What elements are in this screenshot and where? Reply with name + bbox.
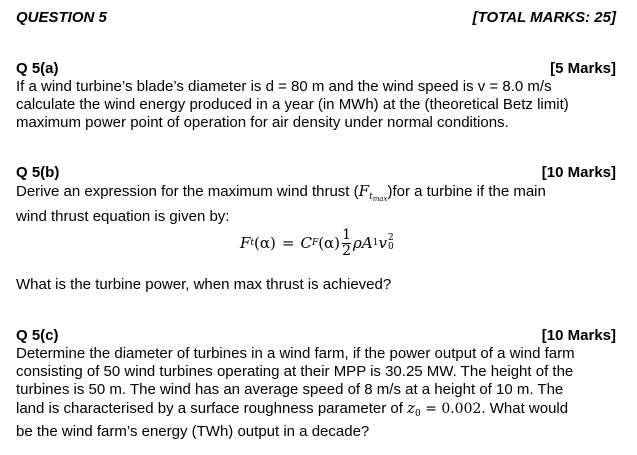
eq-coef-symbol: C (300, 234, 312, 252)
eq-area-symbol: A (361, 234, 373, 252)
q5a-label: Q 5(a) (16, 60, 59, 77)
max-thrust-symbol (358, 182, 388, 203)
roughness-symbol-sub: 0 (414, 409, 421, 419)
q5b-line-1-after: )for a turbine if the main (387, 183, 546, 200)
max-thrust-symbol-sub (369, 192, 387, 202)
q5b-marks: [10 Marks] (541, 164, 616, 181)
q5c-marks: [10 Marks] (541, 327, 616, 344)
q5a-marks: [5 Marks] (550, 60, 616, 77)
thrust-equation (240, 223, 394, 263)
q5b-line-1 (16, 182, 622, 208)
q5b-label: Q 5(b) (16, 164, 60, 181)
eq-vel-sub: 0 (387, 242, 394, 252)
roughness-value: = 0.002 (420, 401, 482, 417)
eq-fraction (342, 228, 351, 259)
q5b-heading (16, 164, 616, 182)
eq-frac-den: 2 (342, 242, 351, 259)
eq-vel-sup: 2 (387, 233, 394, 243)
eq-vel-scripts (388, 234, 394, 252)
q5c-line-4 (16, 399, 622, 423)
eq-lhs-symbol: F (240, 234, 251, 252)
q5c-line-4-after: . What would (481, 400, 569, 417)
eq-area-sub: 1 (372, 238, 379, 248)
q5a-line: If a wind turbine’s blade’s diameter is d = 80 m and the wind speed is v = 8.0 m/s (16, 78, 552, 95)
q5c-heading (16, 327, 616, 345)
q5a-line: maximum power point of operation for air density under normal conditions. (16, 114, 509, 131)
eq-vel-symbol: v (378, 234, 387, 252)
q5c-line: turbines is 50 m. The wind has an average speed of 8 m/s at a height of 10 m. The (16, 381, 564, 398)
q5b-line-2: wind thrust equation is given by: (16, 208, 230, 225)
q5c-line: Determine the diameter of turbines in a wind farm, if the power output of a wind farm (16, 345, 575, 362)
q5a-heading (16, 60, 616, 78)
q5b-text (16, 182, 622, 226)
q5c-label: Q 5(c) (16, 327, 59, 344)
q5b-question: What is the turbine power, when max thrust is achieved? (16, 276, 392, 293)
eq-lhs-sub: t (250, 238, 255, 248)
eq-equals: = (281, 234, 295, 252)
q5c-line-5: be the wind farm’s energy (TWh) output in a decade? (16, 423, 370, 440)
q5c-line-4-before: land is characterised by a surface roughness parameter of (16, 400, 408, 417)
q5a-text (16, 78, 622, 132)
eq-coef-arg: (α) (318, 234, 341, 252)
roughness-symbol: z (407, 399, 415, 417)
q5c-line: consisting of 50 wind turbines operating at their MPP is 30.25 MW. The height of the (16, 363, 574, 380)
eq-coef-sub: F (311, 238, 319, 248)
total-marks: [TOTAL MARKS: 25] (472, 9, 616, 26)
question-number: QUESTION 5 (16, 9, 107, 26)
max-thrust-sub-t: t (369, 192, 373, 202)
q5c-text (16, 345, 622, 441)
eq-rho: ρ (353, 234, 362, 252)
q5b-line-1-before: Derive an expression for the maximum wind thrust ( (16, 183, 359, 200)
eq-frac-num: 1 (342, 226, 351, 243)
max-thrust-symbol-base: F (358, 182, 370, 200)
max-thrust-sub-max: max (372, 195, 388, 203)
eq-lhs-arg: (α) (254, 234, 276, 252)
question-header (16, 9, 616, 27)
q5a-line: calculate the wind energy produced in a year (in MWh) at the (theoretical Betz limit) (16, 96, 569, 113)
